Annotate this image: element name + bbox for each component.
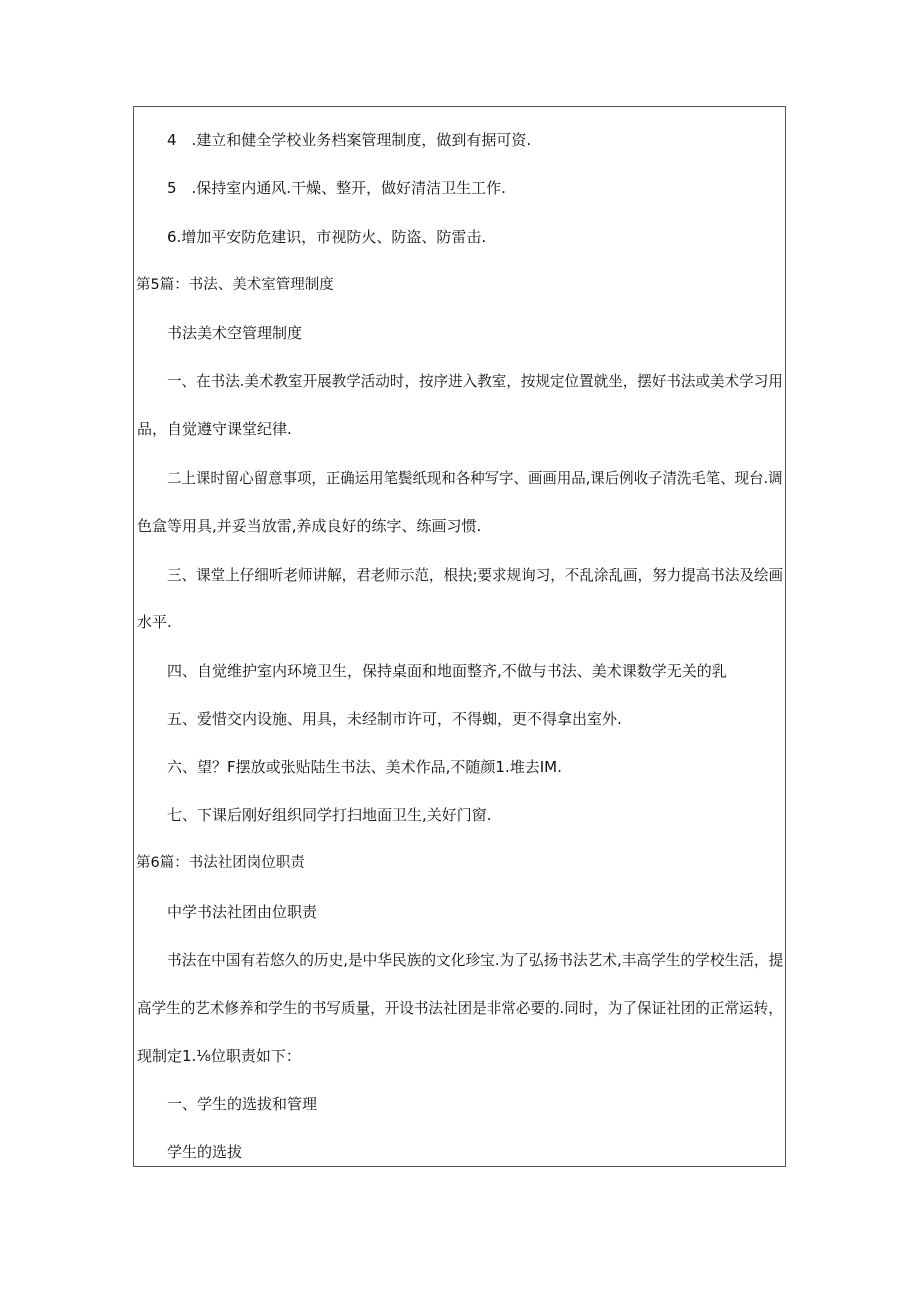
section6-heading: 第6篇：书法社团岗位职责 <box>136 855 305 871</box>
list-item-5: 5 .保持室内通风.干燥、整开，做好清洁卫生工作. <box>167 179 506 197</box>
section5-rule4: 四、自觉维护室内环境卫生，保持桌面和地面整齐,不做与书法、美术课数学无关的乳 <box>167 662 727 680</box>
list-item-6: 6.增加平安防危建识，市视防火、防盗、防雷击. <box>167 228 487 246</box>
section5-rule6: 六、望？F摆放或张贴陆生书法、美术作品,不随颜1.堆去IM. <box>167 758 562 776</box>
section5-rule3-line1: 三、课堂上仔细听老师讲解，君老师示范，根抉;要求规询习，不乱涂乱画，努力提高书法及绘画 <box>167 566 784 584</box>
section6-intro-line1: 书法在中国有若悠久的历史,是中华民族的文化珍宝.为了弘扬书法艺术,丰高学生的学校生活，提 <box>167 951 784 969</box>
section5-rule3-line2: 水平. <box>137 613 172 631</box>
section5-rule1-line1: 一、在书法.美术教室开展教学活动时，按序进入教室，按规定位置就坐，摆好书法或美术学习用 <box>167 372 783 390</box>
section6-intro-line3: 现制定1.⅛位职责如下： <box>137 1047 301 1065</box>
list-item-4: 4 .建立和健全学校业务档案管理制度，做到有据可资. <box>167 131 532 149</box>
section5-rule1-line2: 品，自觉遵守课堂纪律. <box>137 420 292 438</box>
section5-rule7: 七、下课后刚好组织同学打扫地面卫生,关好门窗. <box>167 806 492 824</box>
section5-rule5: 五、爱惜交内设施、用具，未经制市许可，不得蜘，更不得拿出室外. <box>167 710 622 728</box>
section5-rule2-line1: 二上课时留心留意事项，正确运用笔鬓纸现和各种写字、画画用品,课后例收子清洗毛笔、现台.调 <box>167 469 783 487</box>
section5-rule2-line2: 色盒等用具,并妥当放雷,养成良好的练字、练画习惯. <box>137 517 482 535</box>
section6-part1-sub: 学生的选拔 <box>167 1143 243 1161</box>
section6-subtitle: 中学书法社团由位职责 <box>167 903 318 921</box>
section6-intro-line2: 高学生的艺术修养和学生的书写质量，开设书法社团是非常必要的.同时，为了保证社团的正常运转， <box>137 999 783 1017</box>
section5-heading: 第5篇：书法、美术室管理制度 <box>136 277 334 293</box>
section6-part1-title: 一、学生的选拔和管理 <box>167 1095 318 1113</box>
section5-subtitle: 书法美术空管理制度 <box>167 324 303 342</box>
